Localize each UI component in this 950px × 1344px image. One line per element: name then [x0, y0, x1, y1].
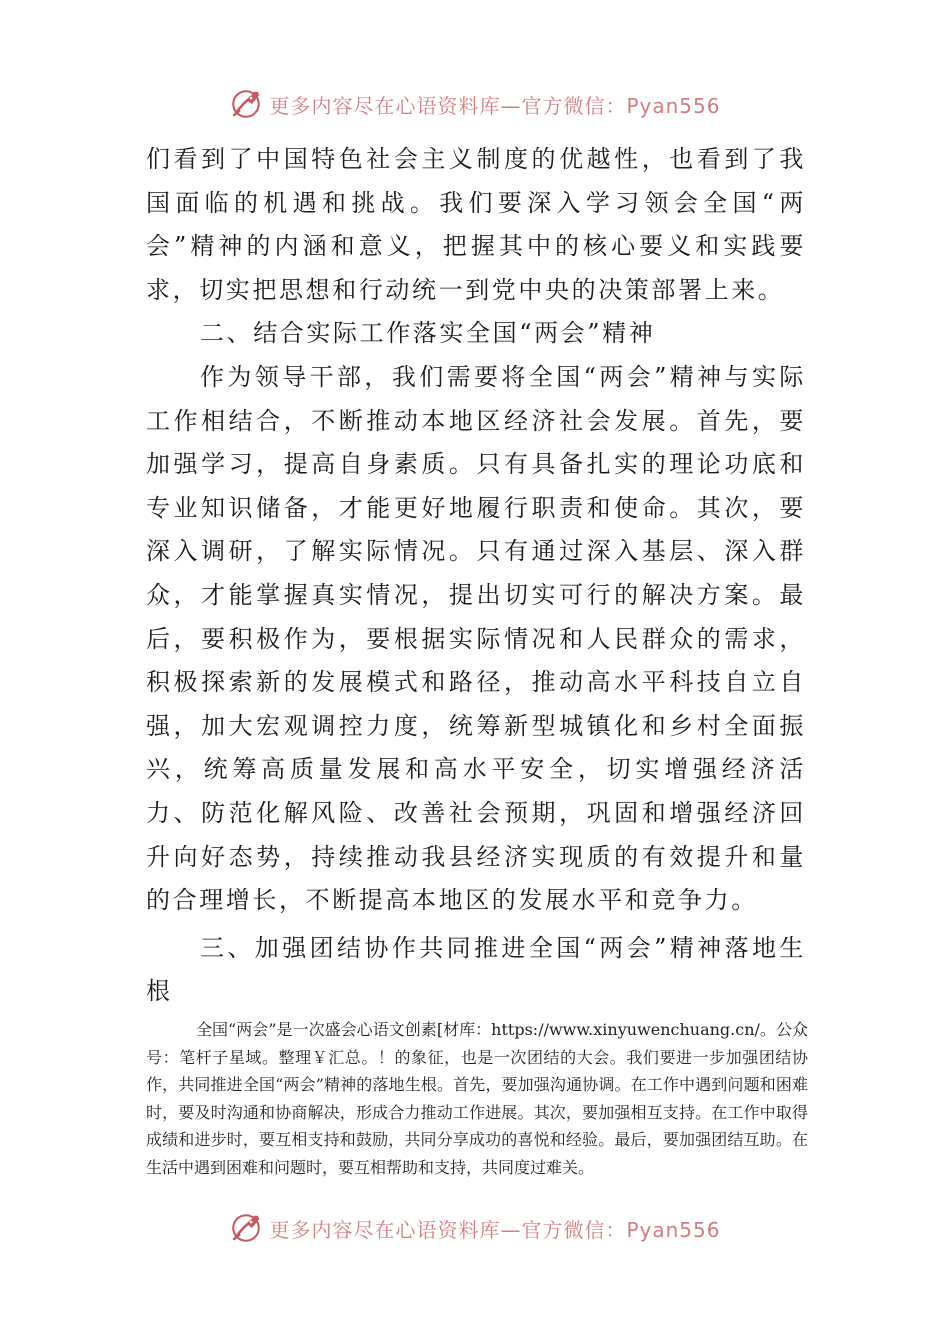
pen-nib-logo-icon — [229, 87, 263, 121]
paragraph-2: 作为领导干部，我们需要将全国“两会”精神与实际工作相结合，不断推动本地区经济社会发展。首先，要加强学习，提高自身素质。只有具备扎实的理论功底和专业知识储备，才能更好地履行职责和使命。其次，要深入调研，了解实际情况。只有通过深入基层、深入群众，才能掌握真实情况，提出切实可行的解决方案。最后，要积极作为，要根据实际情况和人民群众的需求，积极探索新的发展模式和路径，推动高水平科技自立自强，加大宏观调控力度，统筹新型城镇化和乡村全面振兴，统筹高质量发展和高水平安全，切实增强经济活力、防范化解风险、改善社会预期，巩固和增强经济回升向好态势，持续推动我县经济实现质的有效提升和量的合理增长，不断提高本地区的发展水平和竞争力。 — [146, 362, 806, 915]
section-heading-2: 二、结合实际工作落实全国“两会”精神 — [200, 319, 656, 348]
header-banner — [0, 84, 950, 124]
document-body — [146, 138, 806, 1014]
footer-banner — [0, 1208, 950, 1248]
pen-nib-logo-icon — [229, 1211, 263, 1245]
paragraph-3: 全国“两会”是一次盛会心语文创素[材库：https://www.xinyuwenchuang.cn/。公众号：笔杆子星域。整理￥汇总。！的象征，也是一次团结的大会。我们要进一步加强团结协作，共同推进全国“两会”精神的落地生根。首先，要加强沟通协调。在工作中遇到问题和困难时，要及时沟通和协商解决，形成合力推动工作进展。其次，要加强相互支持。在工作中取得成绩和进步时，要互相支持和鼓励，共同分享成功的喜悦和经验。最后，要加强团结互助。在生活中遇到困难和问题时，要互相帮助和支持，共同度过难关。 — [146, 1020, 808, 1177]
paragraph-1: 们看到了中国特色社会主义制度的优越性，也看到了我国面临的机遇和挑战。我们要深入学习领会全国“两会”精神的内涵和意义，把握其中的核心要义和实践要求，切实把思想和行动统一到党中央的决策部署上来。 — [146, 145, 806, 304]
header-banner-text: 更多内容尽在心语资料库—官方微信：Pyan556 — [269, 93, 721, 118]
footer-banner-text: 更多内容尽在心语资料库—官方微信：Pyan556 — [269, 1217, 721, 1242]
section-heading-3: 三、加强团结协作共同推进全国“两会”精神落地生根 — [146, 933, 806, 1006]
